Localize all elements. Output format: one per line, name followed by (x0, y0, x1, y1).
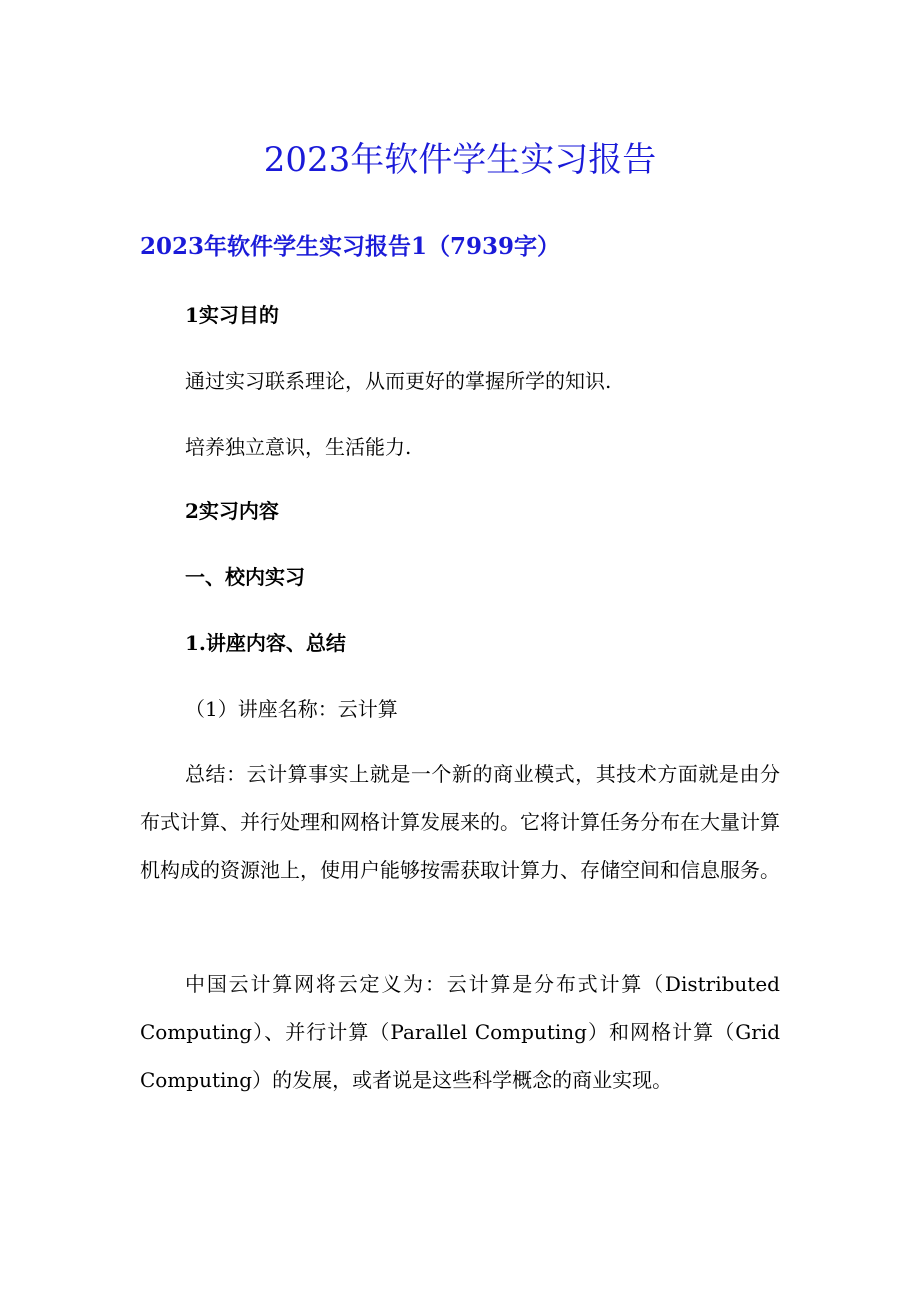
paragraph-definition: 中国云计算网将云定义为：云计算是分布式计算（Distributed Computing）、并行计算（Parallel Computing）和网格计算（Grid Computing）的发展，或者说是这些科学概念的商业实现。 (140, 972, 780, 1092)
document-title: 2023年软件学生实习报告 (263, 140, 657, 180)
paragraph-summary: 总结：云计算事实上就是一个新的商业模式，其技术方面就是由分布式计算、并行处理和网格计算发展来的。它将计算任务分布在大量计算机构成的资源池上，使用户能够按需获取计算力、存储空间和信息服务。 (140, 762, 780, 882)
lecture-name: （1）讲座名称：云计算 (185, 697, 398, 721)
purpose-line-1: 通过实习联系理论，从而更好的掌握所学的知识. (185, 369, 612, 393)
purpose-line-2: 培养独立意识，生活能力. (185, 435, 412, 459)
heading-school-internship: 一、校内实习 (185, 565, 305, 589)
section-title: 2023年软件学生实习报告1（7939字） (140, 233, 561, 260)
heading-content: 2实习内容 (185, 499, 279, 523)
heading-lecture: 1.讲座内容、总结 (185, 631, 346, 655)
heading-purpose: 1实习目的 (185, 303, 279, 327)
